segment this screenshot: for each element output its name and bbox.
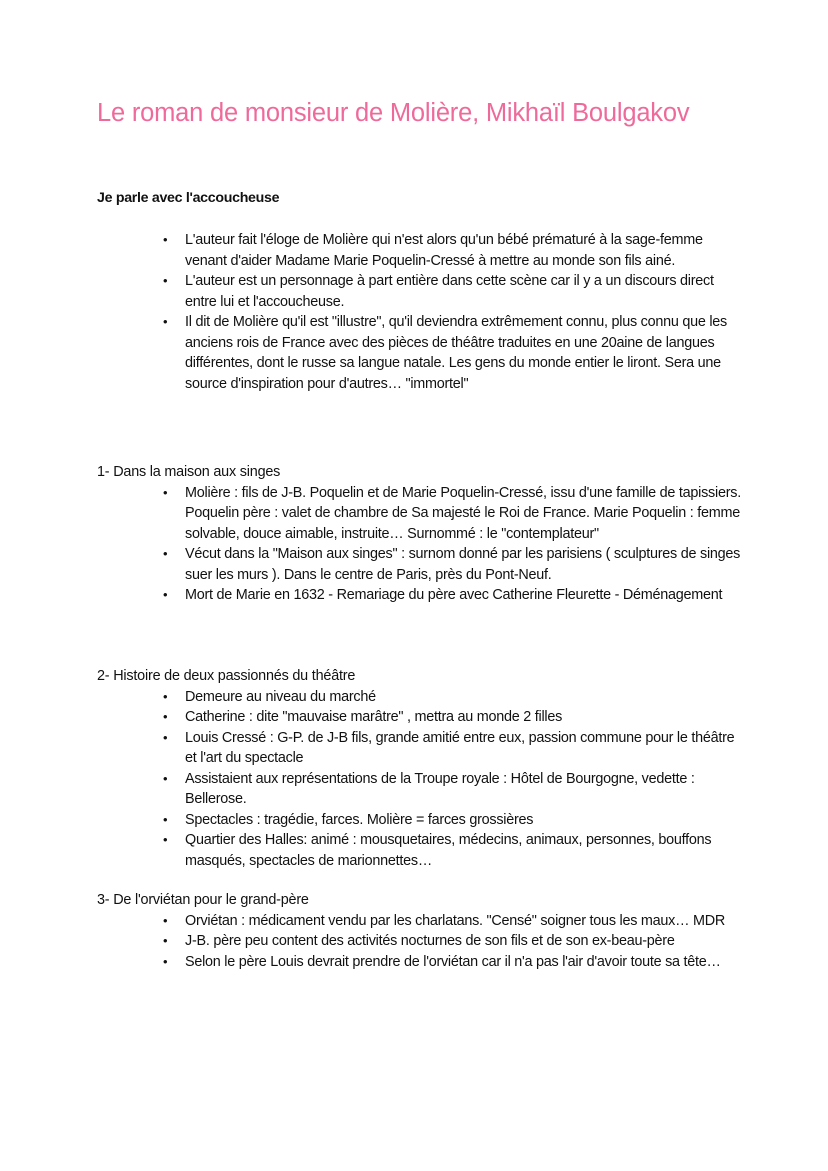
bullet-icon: • bbox=[163, 770, 168, 786]
bullet-icon: • bbox=[163, 912, 168, 928]
list-item bbox=[97, 483, 745, 545]
section-heading: 3- De l'orviétan pour le grand-père bbox=[97, 892, 309, 908]
list-item-text: Il dit de Molière qu'il est "illustre", qu'il deviendra extrêmement connu, plus connu que les anciens rois de France avec des pièces de théâtre traduites en une 20aine de langues différentes, dont le russe sa langue natale. Les gens du monde entier le liront. Sera une source d'inspiration pour d'autres… "immortel" bbox=[185, 314, 728, 392]
section-maison-aux-singes bbox=[97, 462, 747, 606]
list-item bbox=[97, 585, 745, 606]
bullet-icon: • bbox=[163, 314, 168, 329]
bullet-icon: • bbox=[163, 546, 168, 561]
bullet-icon: • bbox=[163, 729, 168, 745]
section-heading: 1- Dans la maison aux singes bbox=[97, 464, 281, 480]
bullet-icon: • bbox=[163, 709, 168, 724]
bullet-icon: • bbox=[163, 484, 168, 500]
list-item bbox=[97, 230, 745, 271]
list-item bbox=[97, 271, 745, 312]
list-item-text: L'auteur fait l'éloge de Molière qui n'est alors qu'un bébé prématuré à la sage-femme venant d'aider Madame Marie Poquelin-Cressé à mettre au monde son fils ainé. bbox=[185, 232, 703, 269]
document-title: Le roman de monsieur de Molière, Mikhaïl Boulgakov bbox=[97, 99, 690, 127]
list-item bbox=[97, 830, 745, 871]
intro-heading: Je parle avec l'accoucheuse bbox=[97, 190, 280, 206]
bullet-icon: • bbox=[163, 273, 168, 288]
list-item-text: L'auteur est un personnage à part entière dans cette scène car il y a un discours direct entre lui et l'accoucheuse. bbox=[185, 273, 714, 310]
list-item-text: Spectacles : tragédie, farces. Molière = farces grossières bbox=[185, 811, 534, 828]
list-item-text: J-B. père peu content des activités nocturnes de son fils et de son ex-beau-père bbox=[185, 933, 675, 949]
list-item-text: Vécut dans la "Maison aux singes" : surnom donné par les parisiens ( sculptures de singes suer les murs ). Dans le centre de Paris, près du Pont-Neuf. bbox=[185, 546, 741, 583]
bullet-icon: • bbox=[163, 832, 168, 847]
list-item-text: Demeure au niveau du marché bbox=[185, 688, 376, 705]
bullet-icon: • bbox=[163, 811, 168, 827]
section-bullet-list bbox=[97, 911, 747, 973]
section-bullet-list bbox=[97, 687, 747, 872]
list-item bbox=[97, 728, 745, 769]
list-item bbox=[97, 544, 745, 585]
list-item bbox=[97, 312, 745, 394]
bullet-icon: • bbox=[163, 587, 168, 602]
intro-bullet-list bbox=[97, 230, 747, 394]
list-item-text: Mort de Marie en 1632 - Remariage du père avec Catherine Fleurette - Déménagement bbox=[185, 587, 723, 603]
bullet-icon: • bbox=[163, 688, 168, 704]
list-item-text: Selon le père Louis devrait prendre de l'orviétan car il n'a pas l'air d'avoir toute sa tête… bbox=[185, 953, 721, 970]
section-orvietan bbox=[97, 890, 747, 972]
list-item-text: Quartier des Halles: animé : mousquetaires, médecins, animaux, personnes, bouffons masqués, spectacles de marionnettes… bbox=[185, 832, 712, 869]
section-heading: 2- Histoire de deux passionnés du théâtre bbox=[97, 668, 356, 684]
bullet-icon: • bbox=[163, 953, 168, 969]
list-item bbox=[97, 810, 745, 831]
list-item bbox=[97, 952, 745, 973]
list-item bbox=[97, 687, 745, 708]
section-passionnes-theatre bbox=[97, 666, 747, 871]
list-item bbox=[97, 931, 745, 952]
intro-section bbox=[97, 230, 747, 394]
section-bullet-list bbox=[97, 483, 747, 606]
list-item-text: Assistaient aux représentations de la Troupe royale : Hôtel de Bourgogne, vedette : Bellerose. bbox=[185, 770, 695, 807]
list-item bbox=[97, 769, 745, 810]
list-item bbox=[97, 707, 745, 728]
list-item-text: Orviétan : médicament vendu par les charlatans. "Censé" soigner tous les maux… MDR bbox=[185, 912, 726, 929]
list-item-text: Catherine : dite "mauvaise marâtre" , mettra au monde 2 filles bbox=[185, 709, 563, 725]
bullet-icon: • bbox=[163, 933, 168, 948]
list-item bbox=[97, 911, 745, 932]
list-item-text: Molière : fils de J-B. Poquelin et de Marie Poquelin-Cressé, issu d'une famille de tapissiers. Poquelin père : valet de chambre de Sa majesté le Roi de France. Marie Poquelin : femme solvable, douce aimable, instruite… Surnommé : le "contemplateur" bbox=[185, 484, 741, 542]
list-item-text: Louis Cressé : G-P. de J-B fils, grande amitié entre eux, passion commune pour le théâtre et l'art du spectacle bbox=[185, 729, 735, 766]
bullet-icon: • bbox=[163, 232, 168, 247]
